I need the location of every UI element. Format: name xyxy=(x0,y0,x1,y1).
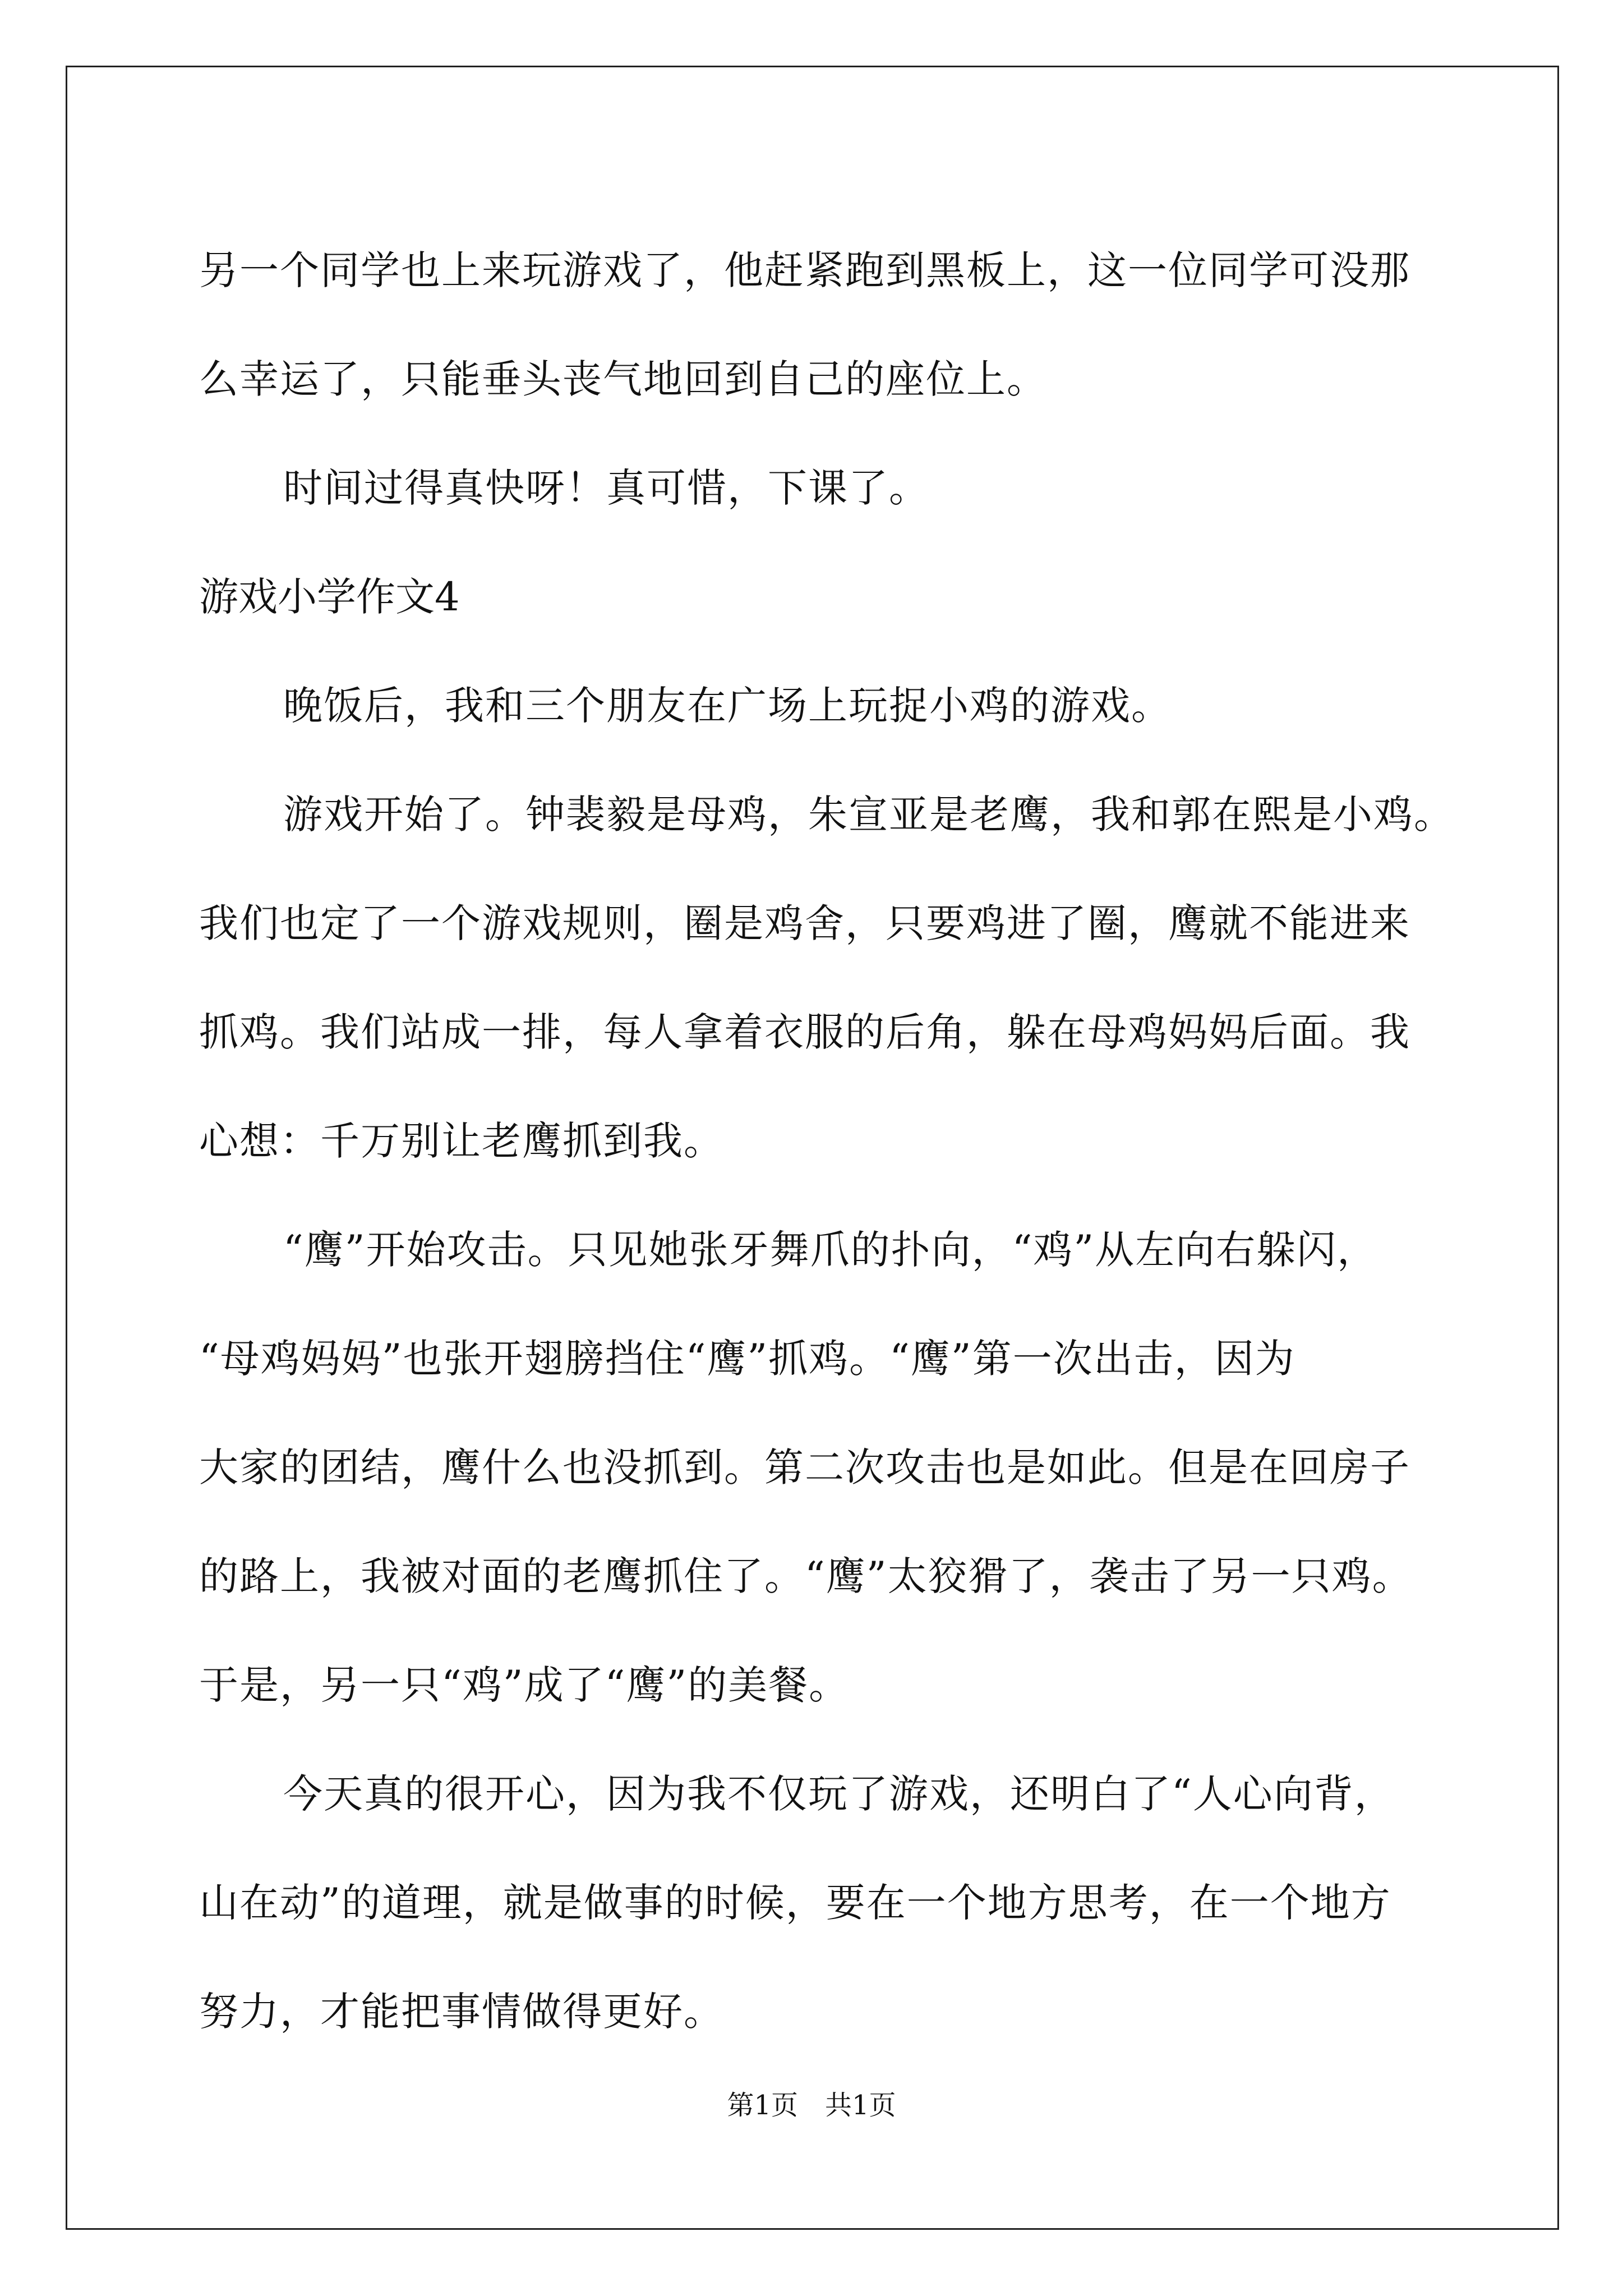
text-line: “鹰”开始攻击。只见她张牙舞爪的扑向，“鸡”从左向右躲闪， xyxy=(283,1227,1378,1273)
section-heading xyxy=(199,542,1433,651)
paragraph xyxy=(199,216,1433,434)
text-line: 另一个同学也上来玩游戏了，他赶紧跑到黑板上，这一位同学可没那 xyxy=(199,247,1410,293)
document-body xyxy=(199,216,1454,2066)
text-line: 么幸运了，只能垂头丧气地回到自己的座位上。 xyxy=(199,356,1047,402)
text-line: 我们也定了一个游戏规则，圈是鸡舍，只要鸡进了圈，鹰就不能进来 xyxy=(199,900,1410,946)
text-line: 游戏开始了。钟裴毅是母鸡，朱宣亚是老鹰，我和郭在熙是小鸡。 xyxy=(283,792,1454,838)
paragraph xyxy=(199,434,1433,542)
text-line: 山在动”的道理，就是做事的时候，要在一个地方思考，在一个地方 xyxy=(199,1880,1391,1926)
paragraph xyxy=(199,1740,1433,2066)
paragraph xyxy=(199,651,1433,760)
text-line: 的路上，我被对面的老鹰抓住了。“鹰”太狡猾了，袭击了另一只鸡。 xyxy=(199,1553,1413,1599)
text-line: 晚饭后，我和三个朋友在广场上玩捉小鸡的游戏。 xyxy=(283,683,1172,729)
paragraph xyxy=(199,760,1454,1195)
text-line: 今天真的很开心，因为我不仅玩了游戏，还明白了“人心向背， xyxy=(283,1771,1395,1817)
page-footer: 第1页 共1页 xyxy=(727,2090,896,2121)
text-line: 心想：千万别让老鹰抓到我。 xyxy=(199,1118,724,1164)
paragraph xyxy=(199,1195,1433,1740)
text-line: “母鸡妈妈”也张开翅膀挡住“鹰”抓鸡。“鹰”第一次出击，因为 xyxy=(199,1336,1295,1382)
text-line: 抓鸡。我们站成一排，每人拿着衣服的后角，躲在母鸡妈妈后面。我 xyxy=(199,1009,1410,1055)
heading-text: 游戏小学作文4 xyxy=(199,574,460,620)
text-line: 于是，另一只“鸡”成了“鹰”的美餐。 xyxy=(199,1662,850,1708)
text-line: 大家的团结，鹰什么也没抓到。第二次攻击也是如此。但是在回房子 xyxy=(199,1444,1410,1490)
text-line: 努力，才能把事情做得更好。 xyxy=(199,1989,724,2035)
text-line: 时间过得真快呀！真可惜，下课了。 xyxy=(283,465,929,511)
